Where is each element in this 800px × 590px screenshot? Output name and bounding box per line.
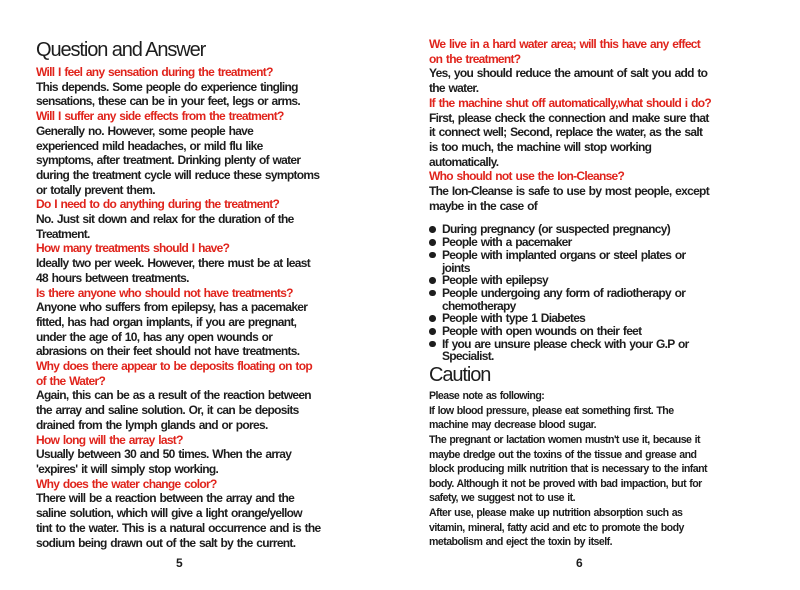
caution-heading: Caution bbox=[429, 364, 491, 387]
answer-line: Ideally two per week. However, there must be at least bbox=[36, 256, 311, 271]
page-right bbox=[429, 37, 797, 550]
bullet-icon bbox=[429, 341, 436, 348]
answer-line: maybe in the case of bbox=[429, 198, 538, 213]
bullet-icon bbox=[429, 328, 436, 335]
answer-line: No. Just sit down and relax for the duration of the bbox=[36, 212, 294, 227]
caution-line: machine may decrease blood sugar. bbox=[429, 419, 596, 432]
page-number-right: 6 bbox=[576, 556, 583, 570]
question-line: If the machine shut off automatically,what should i do? bbox=[429, 95, 711, 110]
list-item bbox=[429, 287, 797, 312]
answer-line: sensations, these can be in your feet, legs or arms. bbox=[36, 94, 301, 109]
qa-section-right bbox=[429, 37, 797, 213]
question-line: Why does the water change color? bbox=[36, 476, 217, 491]
contraindication-list bbox=[429, 223, 797, 363]
bullet-line: People with a pacemaker bbox=[442, 235, 572, 250]
bullet-line: If you are unsure please check with your G.P or bbox=[442, 336, 689, 351]
caution-line: body. Although it not be proved with bad impaction, but for bbox=[429, 477, 702, 490]
bullet-line: People undergoing any form of radiotherapy or bbox=[442, 285, 686, 300]
list-item bbox=[429, 325, 797, 338]
list-item bbox=[429, 236, 797, 249]
answer-line: under the age of 10, has any open wounds or bbox=[36, 329, 273, 344]
page-title: Question and Answer bbox=[36, 39, 206, 61]
answer-line: drained from the lymph glands and or pores. bbox=[36, 417, 268, 432]
caution-line: If low blood pressure, please eat something first. The bbox=[429, 404, 674, 417]
answer-line: First, please check the connection and make sure that bbox=[429, 110, 709, 125]
qa-section-left bbox=[36, 65, 424, 550]
answer-line: experienced mild headaches, or mild flu like bbox=[36, 138, 263, 153]
bullet-line: People with implanted organs or steel plates or bbox=[442, 247, 686, 262]
bullet-line: Specialist. bbox=[442, 349, 494, 364]
answer-line: or totally prevent them. bbox=[36, 182, 155, 197]
question-line: How long will the array last? bbox=[36, 432, 183, 447]
caution-line: block producing milk nutrition that is necessary to the infant bbox=[429, 463, 708, 476]
answer-line: Generally no. However, some people have bbox=[36, 123, 254, 138]
question-line: We live in a hard water area; will this have any effect bbox=[429, 37, 701, 51]
question-line: Who should not use the Ion-Cleanse? bbox=[429, 169, 625, 184]
list-item bbox=[429, 338, 797, 363]
caution-line: metabolism and eject the toxin by itself. bbox=[429, 536, 612, 549]
answer-line: Usually between 30 and 50 times. When the array bbox=[36, 447, 292, 462]
question-line: on the treatment? bbox=[429, 51, 521, 66]
answer-line: abrasions on their feet should not have treatments. bbox=[36, 344, 300, 359]
bullet-line: People with epilepsy bbox=[442, 273, 549, 288]
caution-line: vitamin, mineral, fatty acid and etc to promote the body bbox=[429, 521, 684, 534]
answer-line: the water. bbox=[429, 81, 479, 96]
answer-line: it connect well; Second, replace the water, as the salt bbox=[429, 125, 703, 140]
caution-line: maybe dredge out the toxins of the tissue and grease and bbox=[429, 448, 697, 461]
answer-line: the array and saline solution. Or, it can be deposits bbox=[36, 403, 299, 418]
bullet-line: People with open wounds on their feet bbox=[442, 324, 642, 339]
question-line: Why does there appear to be deposits floating on top bbox=[36, 359, 312, 374]
answer-line: is too much, the machine will stop working bbox=[429, 139, 652, 154]
answer-line: sodium being drawn out of the salt by the current. bbox=[36, 535, 296, 550]
answer-line: 'expires' it will simply stop working. bbox=[36, 461, 219, 476]
caution-line: safety, we suggest not to use it. bbox=[429, 492, 575, 505]
caution-section bbox=[429, 389, 797, 550]
question-line: Will I feel any sensation during the treatment? bbox=[36, 65, 273, 79]
bullet-icon bbox=[429, 239, 436, 246]
bullet-line: chemotherapy bbox=[442, 298, 516, 313]
bullet-icon bbox=[429, 315, 436, 322]
list-item bbox=[429, 249, 797, 274]
answer-line: There will be a reaction between the array and the bbox=[36, 491, 295, 506]
caution-line: After use, please make up nutrition absorption such as bbox=[429, 506, 683, 519]
bullet-line: People with type 1 Diabetes bbox=[442, 311, 586, 326]
caution-line: The pregnant or lactation women mustn't use it, because it bbox=[429, 433, 700, 446]
answer-line: This depends. Some people do experience tingling bbox=[36, 79, 298, 94]
page-number-left: 5 bbox=[176, 556, 183, 570]
answer-line: The Ion-Cleanse is safe to use by most people, except bbox=[429, 184, 709, 199]
answer-line: saline solution, which will give a light orange/yellow bbox=[36, 506, 302, 521]
question-line: Do I need to do anything during the treatment? bbox=[36, 197, 280, 212]
answer-line: Yes, you should reduce the amount of salt you add to bbox=[429, 66, 708, 81]
question-line: Is there anyone who should not have treatments? bbox=[36, 285, 293, 300]
bullet-line: joints bbox=[442, 260, 470, 275]
caution-line: Please note as following: bbox=[429, 390, 545, 403]
question-line: of the Water? bbox=[36, 373, 106, 388]
question-line: How many treatments should I have? bbox=[36, 241, 230, 256]
answer-line: Anyone who suffers from epilepsy, has a pacemaker bbox=[36, 300, 308, 315]
bullet-icon bbox=[429, 252, 436, 259]
answer-line: symptoms, after treatment. Drinking plenty of water bbox=[36, 153, 301, 168]
answer-line: Again, this can be as a result of the reaction between bbox=[36, 388, 311, 403]
answer-line: automatically. bbox=[429, 154, 499, 169]
answer-line: during the treatment cycle will reduce these symptoms bbox=[36, 167, 320, 182]
answer-line: fitted, has had organ implants, if you are pregnant, bbox=[36, 314, 297, 329]
answer-line: Treatment. bbox=[36, 226, 90, 241]
bullet-icon bbox=[429, 290, 436, 297]
bullet-line: During pregnancy (or suspected pregnancy) bbox=[442, 222, 671, 237]
bullet-icon bbox=[429, 277, 436, 284]
bullet-icon bbox=[429, 226, 436, 233]
answer-line: tint to the water. This is a natural occurrence and is the bbox=[36, 520, 321, 535]
page-left bbox=[36, 38, 424, 550]
answer-line: 48 hours between treatments. bbox=[36, 270, 189, 285]
question-line: Will I suffer any side effects from the treatment? bbox=[36, 109, 284, 124]
